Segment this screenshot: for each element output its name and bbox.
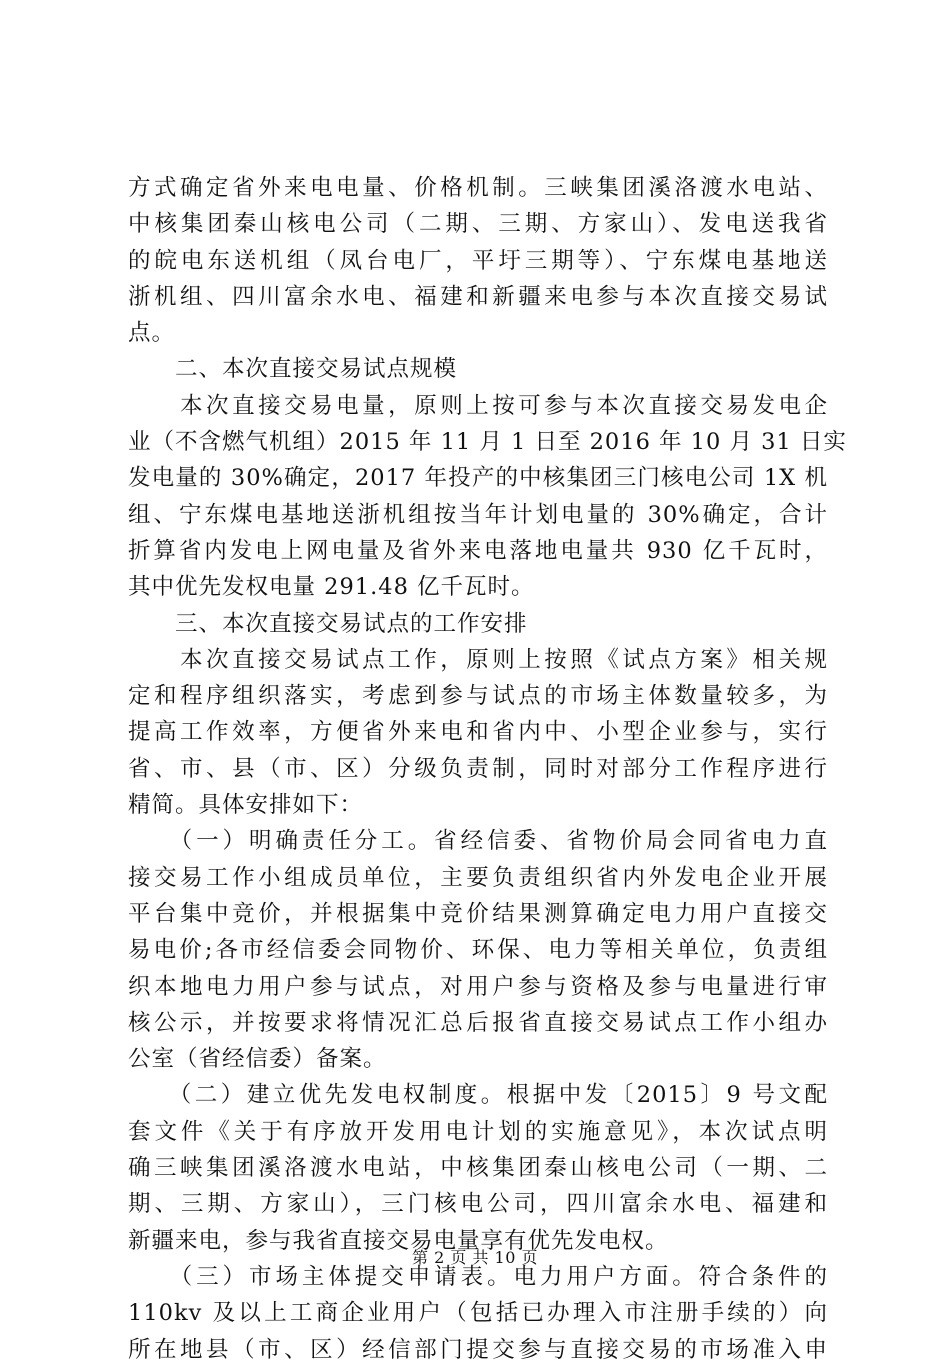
text-line: 发电量的 30%确定，2017 年投产的中核集团三门核电公司 1X 机 bbox=[128, 465, 828, 492]
text-line: 接交易工作小组成员单位，主要负责组织省内外发电企业开展 bbox=[128, 864, 828, 891]
text-line: 套文件《关于有序放开发用电计划的实施意见》，本次试点明 bbox=[128, 1118, 828, 1145]
text-line: 组、宁东煤电基地送浙机组按当年计划电量的 30%确定，合计 bbox=[128, 501, 828, 528]
text-line: 确三峡集团溪洛渡水电站，中核集团秦山核电公司（一期、二 bbox=[128, 1155, 828, 1182]
text-line: 易电价;各市经信委会同物价、环保、电力等相关单位，负责组 bbox=[128, 937, 828, 964]
text-line: 110kv 及以上工商企业用户（包括已办理入市注册手续的）向 bbox=[128, 1300, 828, 1327]
text-line: 的皖电东送机组（凤台电厂，平圩三期等）、宁东煤电基地送 bbox=[128, 247, 828, 274]
text-line: 本次直接交易试点工作，原则上按照《试点方案》相关规 bbox=[128, 646, 828, 673]
text-line: 二、本次直接交易试点规模 bbox=[128, 356, 458, 383]
text-line: 新疆来电，参与我省直接交易电量享有优先发电权。 bbox=[128, 1227, 669, 1254]
text-line: 点。 bbox=[128, 320, 176, 347]
text-line: 其中优先发权电量 291.48 亿千瓦时。 bbox=[128, 574, 535, 601]
text-line: 提高工作效率，方便省外来电和省内中、小型企业参与，实行 bbox=[128, 719, 828, 746]
text-line: （二）建立优先发电权制度。根据中发〔2015〕9 号文配 bbox=[128, 1082, 828, 1109]
text-line: 核公示，并按要求将情况汇总后报省直接交易试点工作小组办 bbox=[128, 1009, 828, 1036]
text-line: 公室（省经信委）备案。 bbox=[128, 1046, 387, 1073]
text-line: 精简。具体安排如下： bbox=[128, 792, 364, 819]
text-line: （三）市场主体提交申请表。电力用户方面。符合条件的 bbox=[128, 1263, 828, 1290]
page-footer: 第 2 页 共 10 页 bbox=[412, 1248, 538, 1267]
text-line: 三、本次直接交易试点的工作安排 bbox=[128, 610, 528, 637]
text-line: 方式确定省外来电电量、价格机制。三峡集团溪洛渡水电站、 bbox=[128, 175, 828, 201]
text-line: 中核集团秦山核电公司（二期、三期、方家山）、发电送我省 bbox=[128, 211, 828, 238]
text-line: 浙机组、四川富余水电、福建和新疆来电参与本次直接交易试 bbox=[128, 283, 828, 310]
document-body bbox=[128, 170, 847, 1368]
text-line: （一）明确责任分工。省经信委、省物价局会同省电力直 bbox=[128, 828, 828, 855]
text-line: 折算省内发电上网电量及省外来电落地电量共 930 亿千瓦时， bbox=[128, 537, 828, 564]
text-line: 省、市、县（市、区）分级负责制，同时对部分工作程序进行 bbox=[128, 755, 828, 782]
text-line: 本次直接交易电量，原则上按可参与本次直接交易发电企 bbox=[128, 392, 828, 419]
text-line: 业（不含燃气机组）2015 年 11 月 1 日至 2016 年 10 月 31 日实 bbox=[128, 429, 847, 456]
text-line: 平台集中竞价，并根据集中竞价结果测算确定电力用户直接交 bbox=[128, 900, 828, 927]
text-line: 期、三期、方家山），三门核电公司，四川富余水电、福建和 bbox=[128, 1191, 828, 1218]
text-line: 所在地县（市、区）经信部门提交参与直接交易的市场准入申 bbox=[128, 1336, 828, 1363]
text-line: 定和程序组织落实，考虑到参与试点的市场主体数量较多，为 bbox=[128, 683, 828, 710]
text-line: 织本地电力用户参与试点，对用户参与资格及参与电量进行审 bbox=[128, 973, 828, 1000]
